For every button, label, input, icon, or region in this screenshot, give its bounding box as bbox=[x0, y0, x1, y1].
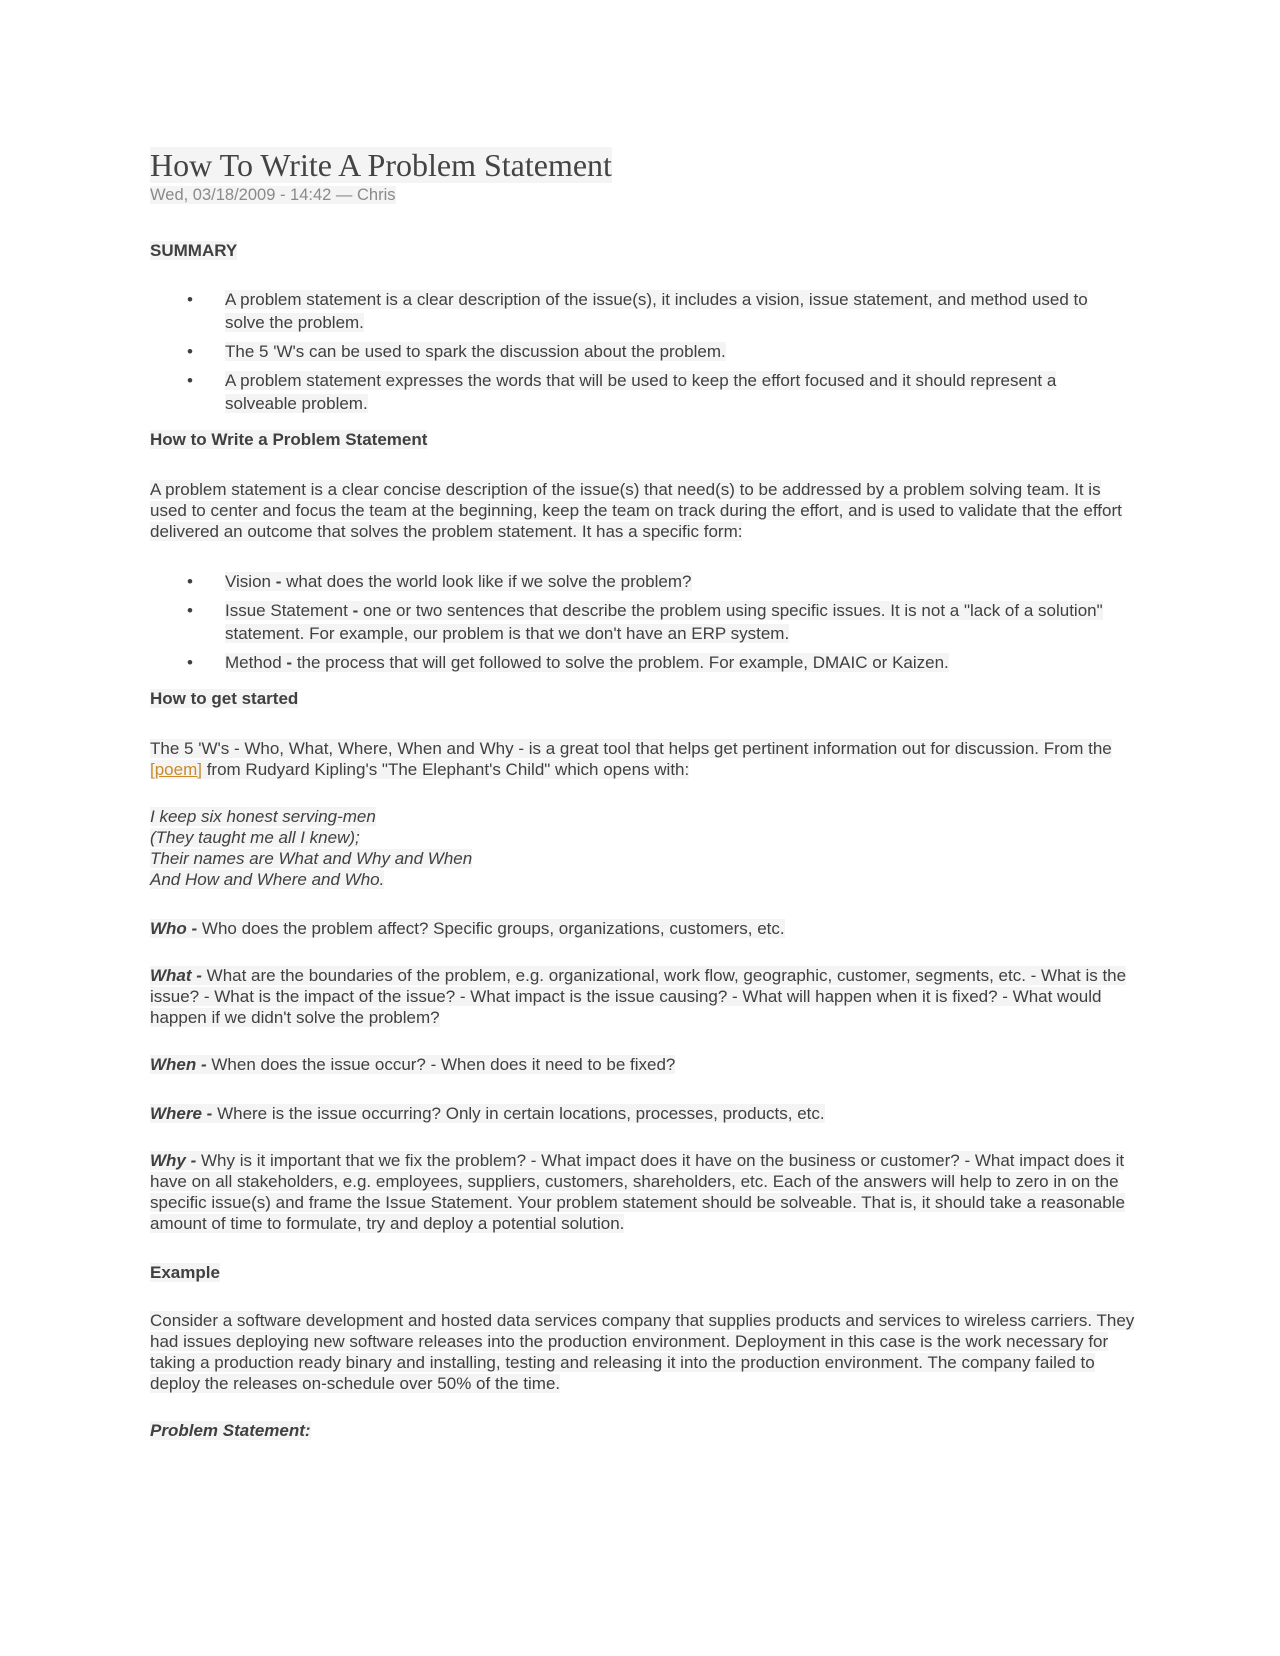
how-to-write-paragraph: A problem statement is a clear concise description of the issue(s) that need(s) to be addressed by a problem solving team. It is used to center and focus the team at the beginning, keep the team on track during the effort, and is used to validate that the effort delivered an outcome that solves the problem statement. It has a specific form: bbox=[150, 480, 1122, 541]
poem-line: Their names are What and Why and When bbox=[150, 849, 473, 868]
bullet-icon: • bbox=[187, 290, 193, 309]
getting-started-paragraph: The 5 'W's - Who, What, Where, When and Why - is a great tool that helps get pertinent information out for discussion. From the [poem] from Rudyard Kipling's "The Elephant's Child" which opens with: bbox=[150, 739, 1112, 779]
problem-statement-label: Problem Statement: bbox=[150, 1421, 311, 1440]
list-item: • The 5 'W's can be used to spark the discussion about the problem. bbox=[187, 342, 726, 361]
poem-line: I keep six honest serving-men bbox=[150, 807, 376, 826]
what-paragraph: What - What are the boundaries of the problem, e.g. organizational, work flow, geographic, customer, segments, etc. - What is the issue? - What is the impact of the issue? - What impact is the issue causing? - What will happen when it is fixed? - What would happen if we didn't solve the problem? bbox=[150, 966, 1127, 1027]
when-paragraph: When - When does the issue occur? - When does it need to be fixed? bbox=[150, 1055, 676, 1074]
why-paragraph: Why - Why is it important that we fix the problem? - What impact does it have on the business or customer? - What impact does it have on all stakeholders, e.g. employees, suppliers, customers, shareholders, etc. Each of the answers will help to zero in on the specific issue(s) and frame the Issue Statement. Your problem statement should be solveable. That is, it should take a reasonable amount of time to formulate, try and deploy a potential solution. bbox=[150, 1151, 1125, 1233]
list-item: • Issue Statement - one or two sentences that describe the problem using specific issues. It is not a "lack of a solution" statement. For example, our problem is that we don't have an ERP system. bbox=[187, 601, 1103, 643]
list-item: • A problem statement is a clear description of the issue(s), it includes a vision, issue statement, and method used to solve the problem. bbox=[187, 290, 1088, 332]
poem-link[interactable]: [poem] bbox=[150, 760, 202, 779]
example-heading: Example bbox=[150, 1263, 220, 1282]
article-meta: Wed, 03/18/2009 - 14:42 — Chris bbox=[150, 186, 396, 204]
list-item: • A problem statement expresses the words that will be used to keep the effort focused and it should represent a solveable problem. bbox=[187, 371, 1057, 413]
bullet-icon: • bbox=[187, 653, 193, 672]
bullet-icon: • bbox=[187, 601, 193, 620]
form-list bbox=[150, 570, 1140, 674]
bullet-icon: • bbox=[187, 342, 193, 361]
bullet-icon: • bbox=[187, 371, 193, 390]
bullet-icon: • bbox=[187, 572, 193, 591]
summary-heading: SUMMARY bbox=[150, 241, 238, 260]
how-to-write-heading: How to Write a Problem Statement bbox=[150, 430, 428, 449]
list-item: • Method - the process that will get followed to solve the problem. For example, DMAIC or Kaizen. bbox=[187, 653, 949, 672]
list-item: • Vision - what does the world look like if we solve the problem? bbox=[187, 572, 692, 591]
summary-list bbox=[150, 288, 1140, 415]
who-paragraph: Who - Who does the problem affect? Specific groups, organizations, customers, etc. bbox=[150, 919, 785, 938]
poem-line: And How and Where and Who. bbox=[150, 870, 385, 889]
document-page bbox=[150, 146, 1140, 1441]
poem-line: (They taught me all I knew); bbox=[150, 828, 360, 847]
example-paragraph: Consider a software development and hosted data services company that supplies products and services to wireless carriers. They had issues deploying new software releases into the production environment. Deployment in this case is the work necessary for taking a production ready binary and installing, testing and releasing it into the production environment. The company failed to deploy the releases on-schedule over 50% of the time. bbox=[150, 1311, 1135, 1393]
poem bbox=[150, 806, 1140, 890]
where-paragraph: Where - Where is the issue occurring? Only in certain locations, processes, products, etc. bbox=[150, 1104, 825, 1123]
getting-started-heading: How to get started bbox=[150, 689, 299, 708]
article-title: How To Write A Problem Statement bbox=[150, 147, 612, 183]
